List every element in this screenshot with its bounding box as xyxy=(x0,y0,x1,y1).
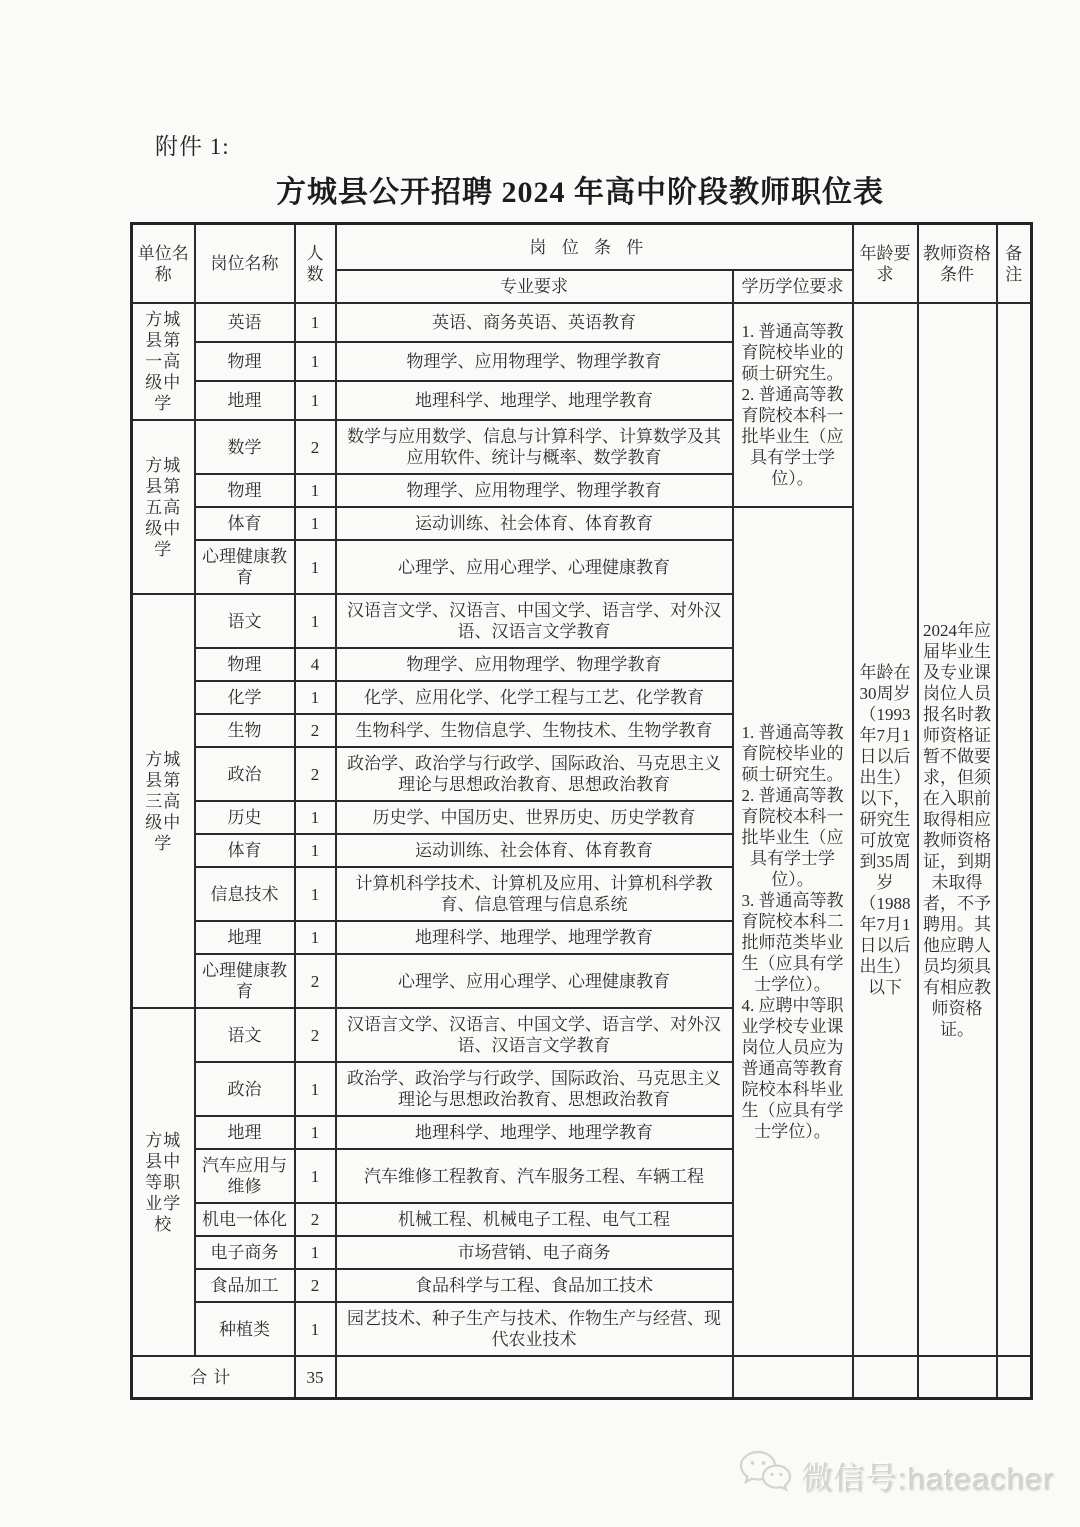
position-name: 政治 xyxy=(195,1062,295,1116)
total-major-empty xyxy=(336,1356,733,1399)
major-requirements: 数学与应用数学、信息与计算科学、计算数学及其应用软件、统计与概率、数学教育 xyxy=(336,420,733,474)
major-requirements: 历史学、中国历史、世界历史、历史学教育 xyxy=(336,801,733,834)
total-degree-empty xyxy=(733,1356,853,1399)
position-name: 种植类 xyxy=(195,1302,295,1356)
header-unit-name: 单位名称 xyxy=(132,224,195,304)
unit-name: 方城县第三高级中学 xyxy=(132,594,195,1008)
header-major-requirement: 专业要求 xyxy=(336,270,733,303)
major-requirements: 物理学、应用物理学、物理学教育 xyxy=(336,342,733,381)
position-name: 食品加工 xyxy=(195,1269,295,1302)
position-name: 汽车应用与维修 xyxy=(195,1149,295,1203)
major-requirements: 汽车维修工程教育、汽车服务工程、车辆工程 xyxy=(336,1149,733,1203)
header-degree-requirement: 学历学位要求 xyxy=(733,270,853,303)
major-requirements: 汉语言文学、汉语言、中国文学、语言学、对外汉语、汉语言文学教育 xyxy=(336,594,733,648)
unit-name: 方城县中等职业学校 xyxy=(132,1008,195,1356)
remark-cell xyxy=(997,303,1032,1356)
position-name: 心理健康教育 xyxy=(195,540,295,594)
header-remark: 备注 xyxy=(997,224,1032,304)
position-count: 1 xyxy=(295,342,336,381)
major-requirements: 生物科学、生物信息学、生物技术、生物学教育 xyxy=(336,714,733,747)
position-name: 心理健康教育 xyxy=(195,954,295,1008)
major-requirements: 物理学、应用物理学、物理学教育 xyxy=(336,474,733,507)
header-age-requirement: 年龄要求 xyxy=(853,224,918,304)
position-name: 数学 xyxy=(195,420,295,474)
position-count: 2 xyxy=(295,954,336,1008)
attachment-label: 附件 1: xyxy=(155,134,230,159)
position-count: 1 xyxy=(295,867,336,921)
total-count: 35 xyxy=(295,1356,336,1399)
position-count: 2 xyxy=(295,1008,336,1062)
position-count: 2 xyxy=(295,1203,336,1236)
wechat-icon xyxy=(738,1448,792,1502)
position-name: 历史 xyxy=(195,801,295,834)
position-count: 1 xyxy=(295,681,336,714)
position-name: 地理 xyxy=(195,381,295,420)
major-requirements: 英语、商务英语、英语教育 xyxy=(336,303,733,342)
position-count: 1 xyxy=(295,507,336,540)
position-count: 1 xyxy=(295,381,336,420)
major-requirements: 政治学、政治学与行政学、国际政治、马克思主义理论与思想政治教育、思想政治教育 xyxy=(336,1062,733,1116)
major-requirements: 地理科学、地理学、地理学教育 xyxy=(336,921,733,954)
major-requirements: 机械工程、机械电子工程、电气工程 xyxy=(336,1203,733,1236)
major-requirements: 物理学、应用物理学、物理学教育 xyxy=(336,648,733,681)
position-name: 体育 xyxy=(195,507,295,540)
header-headcount: 人数 xyxy=(295,224,336,304)
position-name: 物理 xyxy=(195,648,295,681)
total-row xyxy=(132,1356,1032,1399)
position-name: 物理 xyxy=(195,342,295,381)
position-count: 1 xyxy=(295,1116,336,1149)
position-count: 1 xyxy=(295,540,336,594)
position-name: 政治 xyxy=(195,747,295,801)
degree-item: 2. 普通高等教育院校本科一批毕业生（应具有学士学位）。 xyxy=(741,385,844,488)
degree-requirements xyxy=(733,303,853,507)
major-requirements: 地理科学、地理学、地理学教育 xyxy=(336,1116,733,1149)
position-name: 语文 xyxy=(195,594,295,648)
table-row xyxy=(132,303,1032,342)
qualification-requirement: 2024年应届毕业生及专业课岗位人员报名时教师资格证暂不做要求，但须在入职前取得相应教师资格证，到期未取得者，不予聘用。其他应聘人员均须具有相应教师资格证。 xyxy=(918,303,997,1356)
table-body xyxy=(132,303,1032,1399)
degree-item: 3. 普通高等教育院校本科二批师范类毕业生（应具有学士学位）。 xyxy=(741,890,844,994)
major-requirements: 计算机科学技术、计算机及应用、计算机科学教育、信息管理与信息系统 xyxy=(336,867,733,921)
major-requirements: 汉语言文学、汉语言、中国文学、语言学、对外汉语、汉语言文学教育 xyxy=(336,1008,733,1062)
major-requirements: 化学、应用化学、化学工程与工艺、化学教育 xyxy=(336,681,733,714)
major-requirements: 运动训练、社会体育、体育教育 xyxy=(336,507,733,540)
position-name: 体育 xyxy=(195,834,295,867)
position-count: 4 xyxy=(295,648,336,681)
position-count: 1 xyxy=(295,801,336,834)
major-requirements: 地理科学、地理学、地理学教育 xyxy=(336,381,733,420)
position-name: 机电一体化 xyxy=(195,1203,295,1236)
position-count: 1 xyxy=(295,303,336,342)
header-position-conditions: 岗位条件 xyxy=(336,224,853,271)
position-count: 1 xyxy=(295,834,336,867)
degree-item: 1. 普通高等教育院校毕业的硕士研究生。 xyxy=(741,322,844,383)
degree-item: 4. 应聘中等职业学校专业课岗位人员应为普通高等教育院校本科毕业生（应具有学士学位）。 xyxy=(741,995,844,1141)
position-name: 语文 xyxy=(195,1008,295,1062)
degree-item: 2. 普通高等教育院校本科一批毕业生（应具有学士学位）。 xyxy=(741,785,844,889)
unit-name: 方城县第五高级中学 xyxy=(132,420,195,594)
major-requirements: 食品科学与工程、食品加工技术 xyxy=(336,1269,733,1302)
major-requirements: 心理学、应用心理学、心理健康教育 xyxy=(336,954,733,1008)
major-requirements: 心理学、应用心理学、心理健康教育 xyxy=(336,540,733,594)
document-page xyxy=(130,132,1030,1400)
major-requirements: 政治学、政治学与行政学、国际政治、马克思主义理论与思想政治教育、思想政治教育 xyxy=(336,747,733,801)
position-name: 信息技术 xyxy=(195,867,295,921)
position-count: 1 xyxy=(295,1062,336,1116)
position-name: 生物 xyxy=(195,714,295,747)
position-count: 2 xyxy=(295,747,336,801)
major-requirements: 市场营销、电子商务 xyxy=(336,1236,733,1269)
position-name: 电子商务 xyxy=(195,1236,295,1269)
header-position-name: 岗位名称 xyxy=(195,224,295,304)
degree-item: 1. 普通高等教育院校毕业的硕士研究生。 xyxy=(741,722,844,784)
watermark-text: 微信号:hateacher xyxy=(801,1460,1054,1496)
total-age-empty xyxy=(853,1356,918,1399)
page-title: 方城县公开招聘 2024 年高中阶段教师职位表 xyxy=(276,176,884,209)
unit-name: 方城县第一高级中学 xyxy=(132,303,195,420)
total-cert-empty xyxy=(918,1356,997,1399)
position-name: 物理 xyxy=(195,474,295,507)
total-remark-empty xyxy=(997,1356,1032,1399)
age-requirement: 年龄在30周岁（1993年7月1日以后出生）以下，研究生可放宽到35周岁（1988年7月1日以后出生）以下 xyxy=(853,303,918,1356)
wechat-watermark xyxy=(738,1448,1055,1502)
total-label: 合计 xyxy=(132,1356,295,1399)
degree-requirements xyxy=(733,507,853,1356)
positions-table xyxy=(130,222,1033,1400)
position-name: 地理 xyxy=(195,1116,295,1149)
position-count: 1 xyxy=(295,1236,336,1269)
position-count: 1 xyxy=(295,474,336,507)
table-header xyxy=(132,224,1032,304)
position-count: 2 xyxy=(295,1269,336,1302)
position-name: 地理 xyxy=(195,921,295,954)
position-count: 2 xyxy=(295,420,336,474)
position-count: 2 xyxy=(295,714,336,747)
header-teacher-qualification: 教师资格条件 xyxy=(918,224,997,304)
position-name: 英语 xyxy=(195,303,295,342)
position-count: 1 xyxy=(295,594,336,648)
position-count: 1 xyxy=(295,1302,336,1356)
major-requirements: 园艺技术、种子生产与技术、作物生产与经营、现代农业技术 xyxy=(336,1302,733,1356)
position-count: 1 xyxy=(295,1149,336,1203)
position-name: 化学 xyxy=(195,681,295,714)
major-requirements: 运动训练、社会体育、体育教育 xyxy=(336,834,733,867)
position-count: 1 xyxy=(295,921,336,954)
